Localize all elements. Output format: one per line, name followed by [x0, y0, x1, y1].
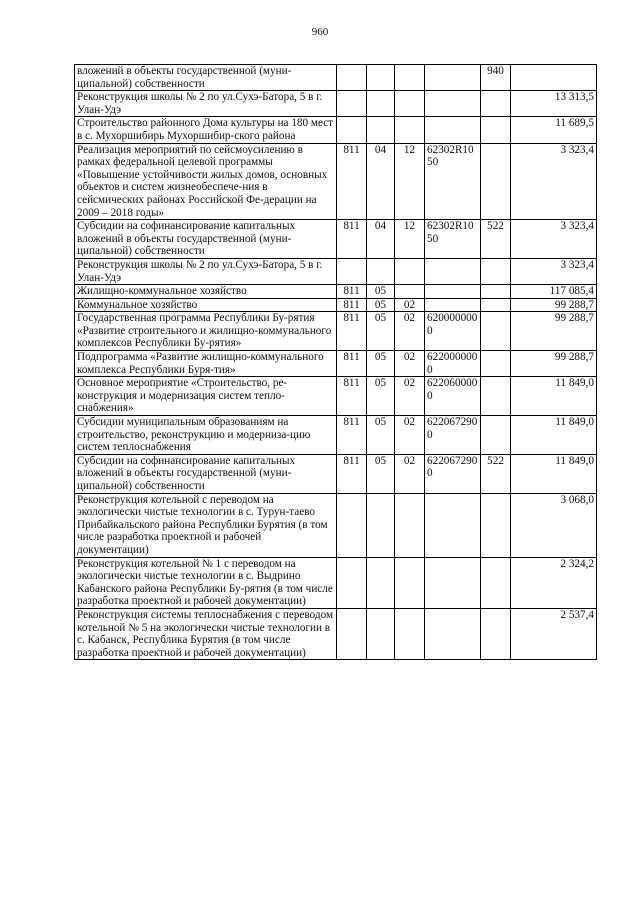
- row-ved: [337, 493, 367, 557]
- row-pr: 02: [395, 351, 425, 377]
- row-pr: 02: [395, 298, 425, 312]
- row-vr: [481, 298, 511, 312]
- row-pr: [395, 493, 425, 557]
- row-rz: 05: [367, 285, 395, 299]
- row-name: Субсидии на софинансирование капитальных вложений в объекты государственной (муни-ципальной) собственности: [75, 454, 337, 493]
- row-csr: [425, 493, 481, 557]
- row-sum: 11 849,0: [511, 377, 597, 416]
- row-ved: 811: [337, 351, 367, 377]
- table-row: [75, 258, 597, 284]
- row-sum: [511, 65, 597, 91]
- row-ved: 811: [337, 312, 367, 351]
- row-ved: 811: [337, 416, 367, 455]
- row-ved: [337, 65, 367, 91]
- row-ved: 811: [337, 454, 367, 493]
- row-vr: [481, 377, 511, 416]
- row-csr: 6220672900: [425, 416, 481, 455]
- row-vr: [481, 312, 511, 351]
- row-sum: 117 085,4: [511, 285, 597, 299]
- row-sum: 2 537,4: [511, 608, 597, 659]
- row-rz: 05: [367, 351, 395, 377]
- row-rz: 05: [367, 454, 395, 493]
- row-rz: 05: [367, 377, 395, 416]
- table-row: [75, 91, 597, 117]
- row-rz: [367, 117, 395, 143]
- row-csr: [425, 65, 481, 91]
- row-ved: [337, 258, 367, 284]
- row-name: Реконструкция школы № 2 по ул.Сухэ-Батора, 5 в г. Улан-Удэ: [75, 258, 337, 284]
- row-csr: [425, 298, 481, 312]
- row-pr: [395, 65, 425, 91]
- row-name: Жилищно-коммунальное хозяйство: [75, 285, 337, 299]
- row-vr: [481, 493, 511, 557]
- row-sum: 11 849,0: [511, 416, 597, 455]
- row-sum: 3 323,4: [511, 220, 597, 259]
- row-csr: [425, 91, 481, 117]
- row-csr: [425, 608, 481, 659]
- row-csr: [425, 557, 481, 608]
- row-sum: 2 324,2: [511, 557, 597, 608]
- row-csr: 62302R1050: [425, 220, 481, 259]
- row-vr: [481, 91, 511, 117]
- row-sum: 11 849,0: [511, 454, 597, 493]
- table-row: [75, 416, 597, 455]
- row-rz: [367, 91, 395, 117]
- table-row: [75, 608, 597, 659]
- page-number: 960: [311, 26, 329, 38]
- row-ved: 811: [337, 285, 367, 299]
- row-name: Реконструкция котельной № 1 с переводом на экологически чистые технологии в с. Выдрино Кабанского района Республики Бу-рятия (в том числе разработка проектной и рабочей документации): [75, 557, 337, 608]
- row-csr: 6220600000: [425, 377, 481, 416]
- row-rz: [367, 258, 395, 284]
- row-pr: 02: [395, 312, 425, 351]
- row-pr: [395, 608, 425, 659]
- table-row: [75, 298, 597, 312]
- row-csr: [425, 258, 481, 284]
- row-pr: 02: [395, 454, 425, 493]
- row-pr: [395, 258, 425, 284]
- row-name: вложений в объекты государственной (муни-ципальной) собственности: [75, 65, 337, 91]
- row-vr: [481, 285, 511, 299]
- row-name: Коммунальное хозяйство: [75, 298, 337, 312]
- table-row: [75, 557, 597, 608]
- row-vr: [481, 608, 511, 659]
- row-csr: 6200000000: [425, 312, 481, 351]
- row-vr: 940: [481, 65, 511, 91]
- table-row: [75, 117, 597, 143]
- row-sum: 3 323,4: [511, 258, 597, 284]
- row-sum: 99 288,7: [511, 298, 597, 312]
- row-name: Реконструкция котельной с переводом на экологически чистые технологии в с. Турун-таево Прибайкальского района Республики Бурятия (в том числе разработка проектной и рабочей документации): [75, 493, 337, 557]
- row-ved: 811: [337, 143, 367, 220]
- table-row: [75, 377, 597, 416]
- table-row: [75, 454, 597, 493]
- row-pr: 12: [395, 143, 425, 220]
- row-sum: 3 068,0: [511, 493, 597, 557]
- row-name: Основное мероприятие «Строительство, ре-конструкция и модернизация систем тепло-снабжения»: [75, 377, 337, 416]
- row-csr: [425, 285, 481, 299]
- row-pr: 02: [395, 416, 425, 455]
- row-sum: 11 689,5: [511, 117, 597, 143]
- row-ved: 811: [337, 220, 367, 259]
- row-csr: [425, 117, 481, 143]
- row-sum: 3 323,4: [511, 143, 597, 220]
- row-csr: 6220000000: [425, 351, 481, 377]
- row-rz: [367, 608, 395, 659]
- row-pr: [395, 557, 425, 608]
- table-row: [75, 285, 597, 299]
- row-name: Реконструкция системы теплоснабжения с переводом котельной № 5 на экологически чистые технологии в с. Кабанск, Республика Бурятия (в том числе разработка проектной и рабочей документации): [75, 608, 337, 659]
- row-rz: 04: [367, 220, 395, 259]
- row-vr: [481, 416, 511, 455]
- row-pr: [395, 117, 425, 143]
- row-sum: 99 288,7: [511, 312, 597, 351]
- row-rz: 05: [367, 416, 395, 455]
- row-ved: [337, 91, 367, 117]
- row-csr: 6220672900: [425, 454, 481, 493]
- row-vr: [481, 258, 511, 284]
- row-rz: [367, 493, 395, 557]
- table-row: [75, 220, 597, 259]
- row-sum: 99 288,7: [511, 351, 597, 377]
- row-sum: 13 313,5: [511, 91, 597, 117]
- row-rz: 04: [367, 143, 395, 220]
- row-rz: 05: [367, 298, 395, 312]
- row-vr: [481, 557, 511, 608]
- table-row: [75, 143, 597, 220]
- table-row: [75, 351, 597, 377]
- row-name: Субсидии на софинансирование капитальных вложений в объекты государственной (муни-ципальной) собственности: [75, 220, 337, 259]
- row-ved: [337, 557, 367, 608]
- row-rz: [367, 65, 395, 91]
- row-pr: [395, 91, 425, 117]
- row-pr: 12: [395, 220, 425, 259]
- row-name: Реконструкция школы № 2 по ул.Сухэ-Батора, 5 в г. Улан-Удэ: [75, 91, 337, 117]
- row-pr: [395, 285, 425, 299]
- row-vr: [481, 143, 511, 220]
- row-name: Подпрограмма «Развитие жилищно-коммунального комплекса Республики Буря-тия»: [75, 351, 337, 377]
- budget-table: [74, 64, 597, 660]
- row-name: Субсидии муниципальным образованиям на строительство, реконструкцию и модерниза-цию систем теплоснабжения: [75, 416, 337, 455]
- row-ved: 811: [337, 298, 367, 312]
- row-ved: [337, 117, 367, 143]
- row-vr: 522: [481, 454, 511, 493]
- row-name: Реализация мероприятий по сейсмоусилению в рамках федеральной целевой программы «Повышение устойчивости жилых домов, основных объектов и систем жизнеобеспече-ния в сейсмических районах Российской Фе-дерации на 2009 – 2018 годы»: [75, 143, 337, 220]
- row-pr: 02: [395, 377, 425, 416]
- table-row: [75, 493, 597, 557]
- row-ved: [337, 608, 367, 659]
- row-csr: 62302R1050: [425, 143, 481, 220]
- table-row: [75, 65, 597, 91]
- row-vr: 522: [481, 220, 511, 259]
- row-name: Государственная программа Республики Бу-рятия «Развитие строительного и жилищно-коммунального комплексов Республики Бу-рятия»: [75, 312, 337, 351]
- row-name: Строительство районного Дома культуры на 180 мест в с. Мухоршибирь Мухоршибир-ского района: [75, 117, 337, 143]
- row-rz: [367, 557, 395, 608]
- row-vr: [481, 351, 511, 377]
- row-rz: 05: [367, 312, 395, 351]
- row-vr: [481, 117, 511, 143]
- table-row: [75, 312, 597, 351]
- row-ved: 811: [337, 377, 367, 416]
